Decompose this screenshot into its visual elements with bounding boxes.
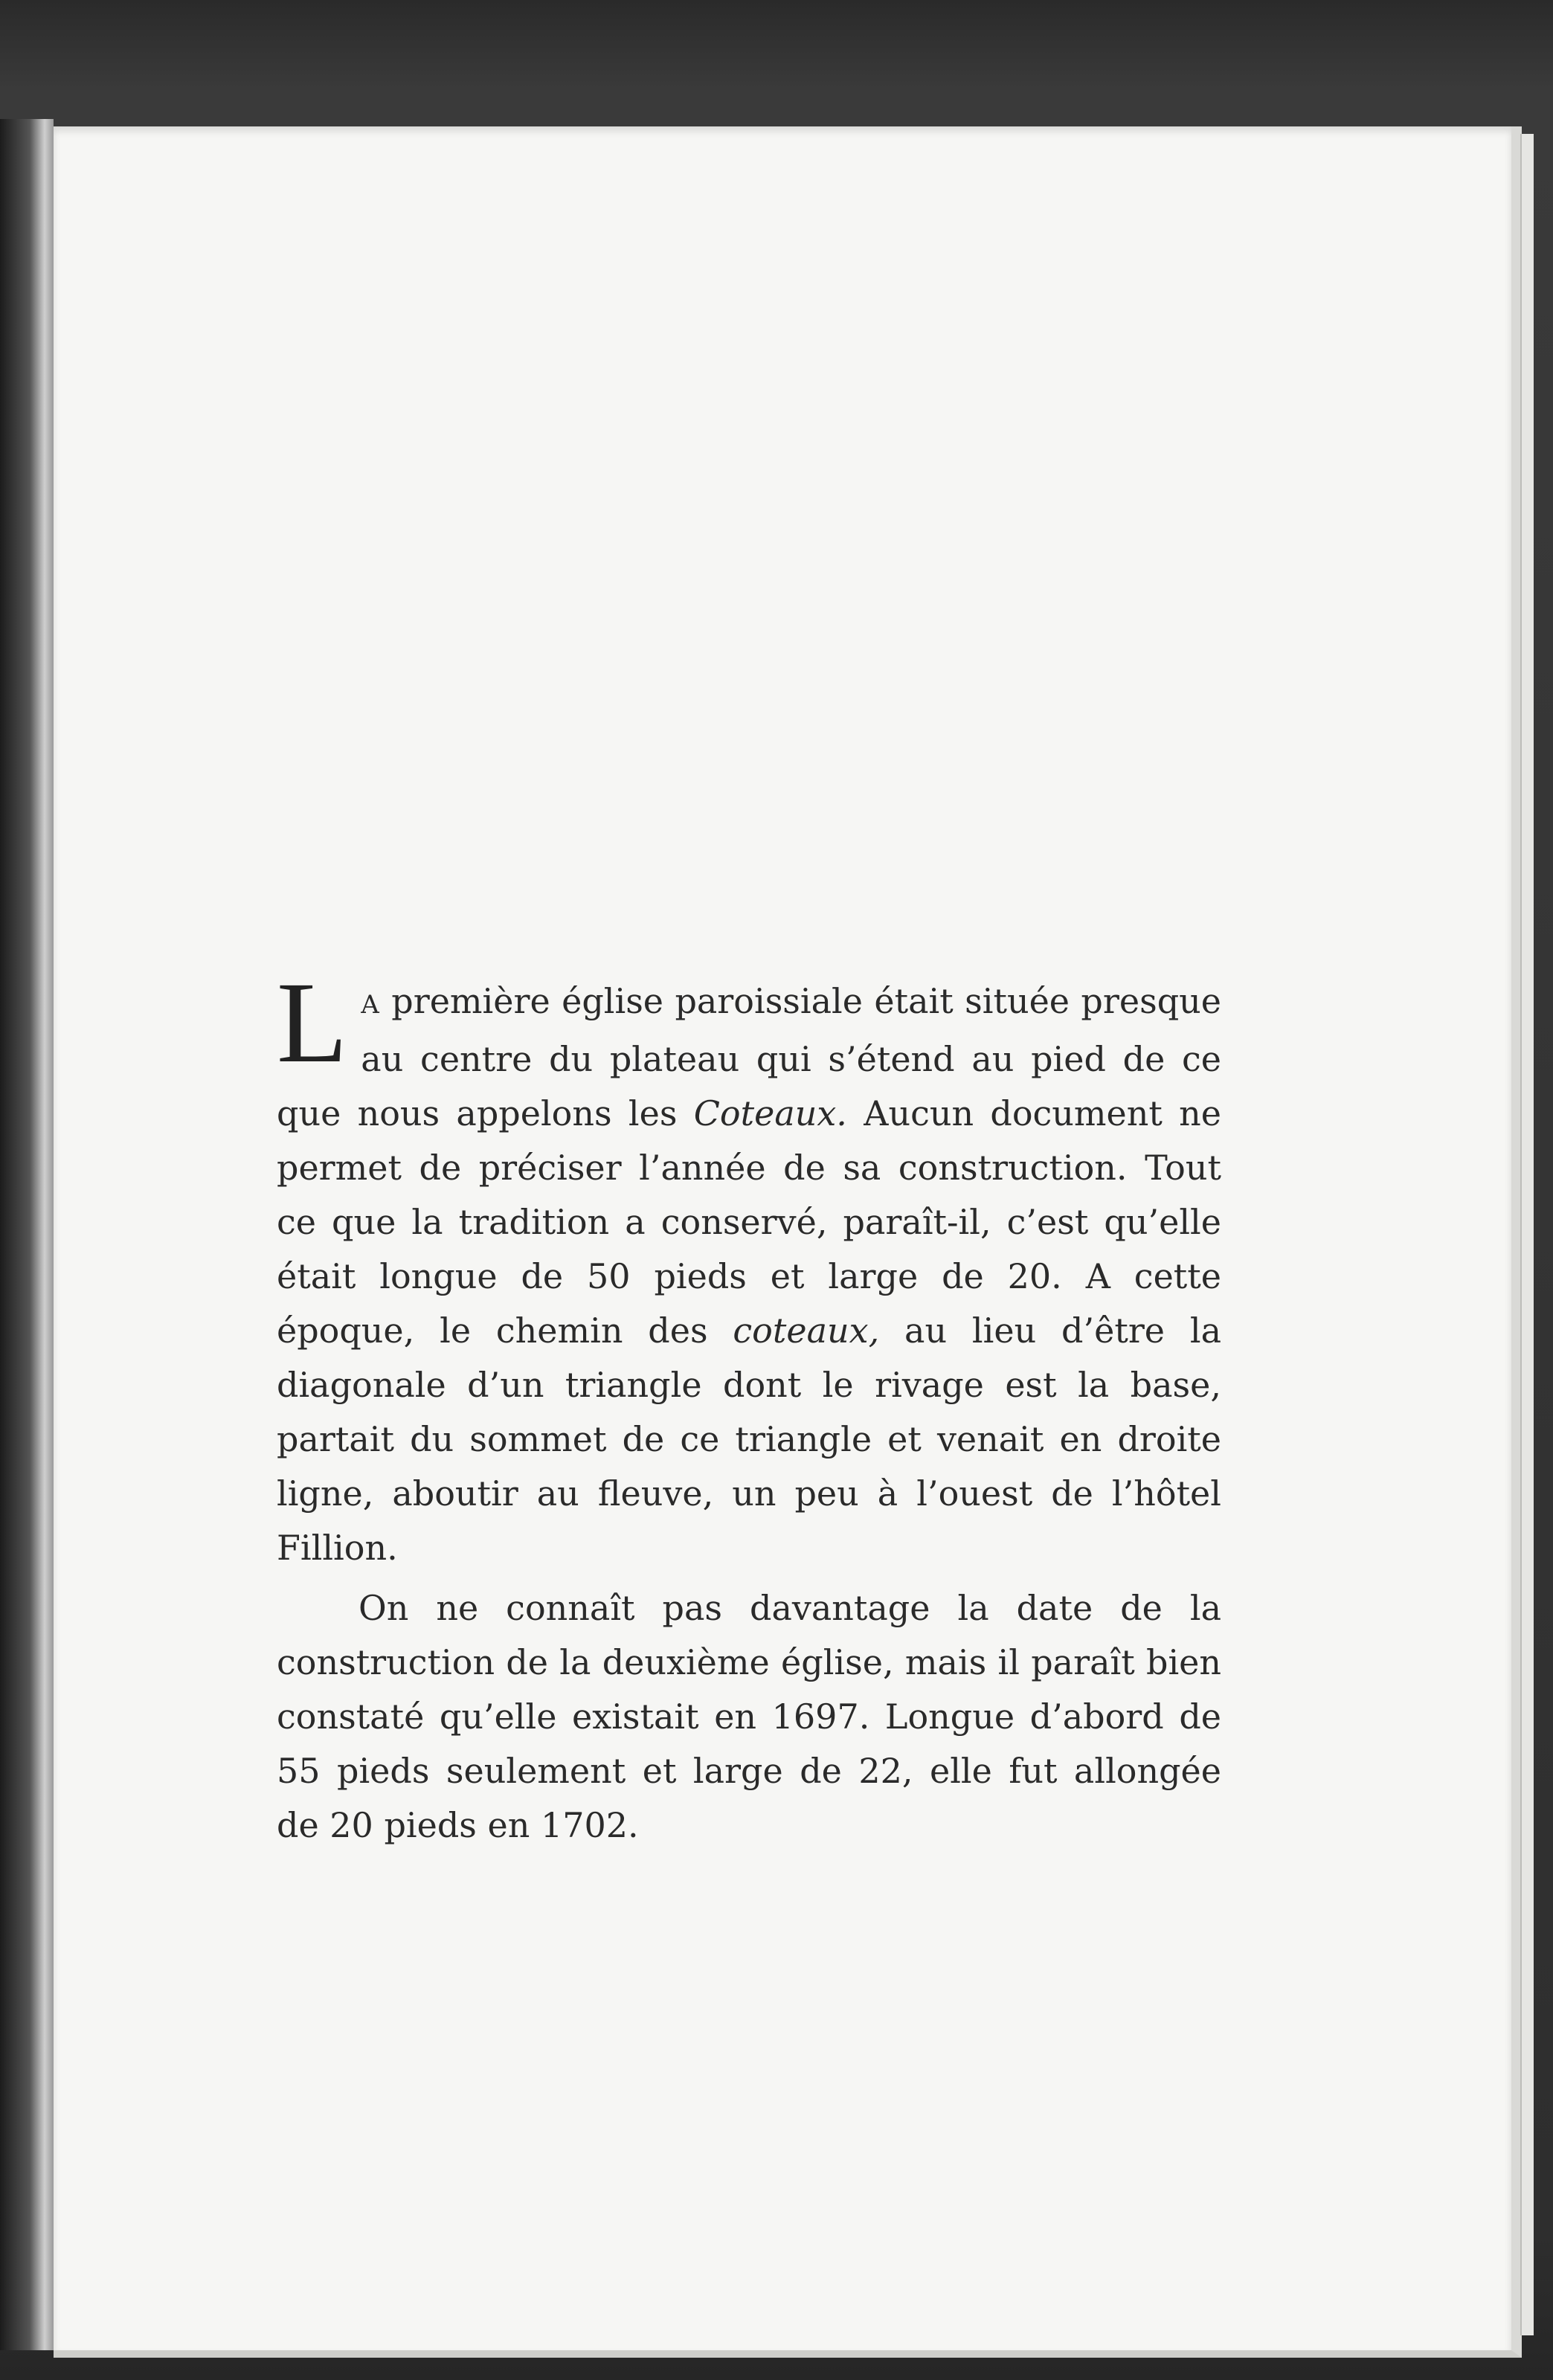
book-spine-edge bbox=[0, 119, 54, 2350]
paragraph-1-part-1: première église paroissiale était située presque au centre du plateau qui s’étend au pied de ce que nous appelons les bbox=[277, 981, 1221, 1133]
italic-coteaux-1: Coteaux. bbox=[693, 1093, 847, 1133]
drop-cap: L bbox=[277, 958, 348, 1087]
paragraph-1-part-2: Aucun document ne permet de préciser l’année de sa construction. Tout ce que la tradition a conservé, paraît-il, c’est qu’elle était longue de 50 pieds et large de 20. A cette époque, le chemin des bbox=[277, 1093, 1221, 1351]
lead-smallcaps: A bbox=[361, 990, 380, 1020]
book-page bbox=[54, 126, 1522, 2358]
italic-coteaux-2: coteaux, bbox=[733, 1310, 880, 1351]
paragraph-1-part-3: au lieu d’être la diagonale d’un triangle dont le rivage est la base, partait du sommet de ce triangle et venait en droite ligne, aboutir au fleuve, un peu à l’ouest de l’hôtel Fillion. bbox=[277, 1310, 1222, 1568]
page-edge bbox=[1520, 134, 1534, 2335]
body-text bbox=[277, 958, 1222, 1853]
paragraph-2: On ne connaît pas davantage la date de la construction de la deuxième église, mais il paraît bien constaté qu’elle existait en 1697. Longue d’abord de 55 pieds seulement et large de 22, elle fut allongée de 20 pieds en 1702. bbox=[277, 1588, 1221, 1845]
paragraph-1 bbox=[277, 958, 1222, 1575]
